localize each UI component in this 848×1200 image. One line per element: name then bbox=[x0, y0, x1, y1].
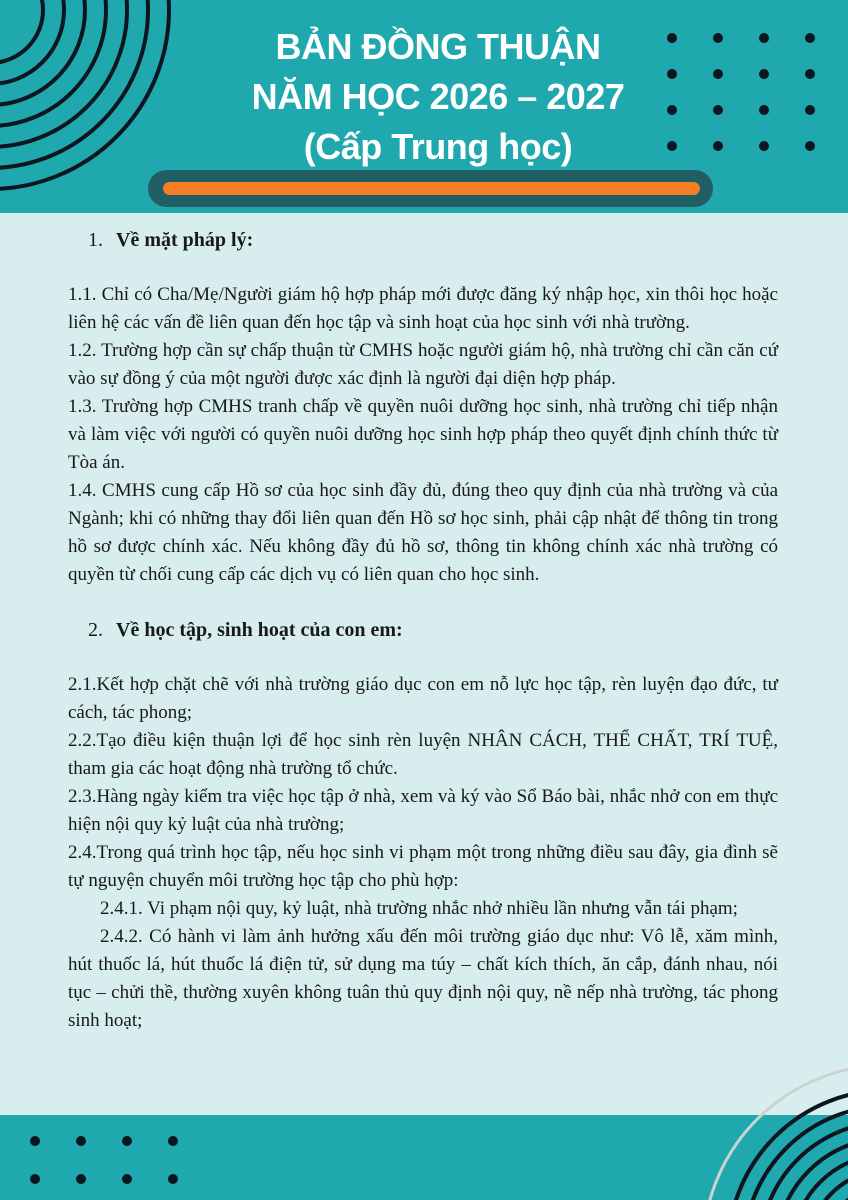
paragraph-2-4-2: 2.4.2. Có hành vi làm ảnh hưởng xấu đến môi trường giáo dục như: Vô lễ, xăm mình, hút thuốc lá, hút thuốc lá điện tử, sử dụng ma túy – chất kích thích, ăn cắp, đánh nhau, nói tục – chửi thề, thường xuyên không tuân thủ quy định nội quy, nề nếp nhà trường, tác phong sinh hoạt; bbox=[68, 926, 778, 1031]
paragraph-1-4: 1.4. CMHS cung cấp Hồ sơ của học sinh đầy đủ, đúng theo quy định của nhà trường và của Ngành; khi có những thay đổi liên quan đến Hồ sơ học sinh, phải cập nhật để thông tin trong hồ sơ được chính xác. Nếu không đầy đủ hồ sơ, thông tin không chính xác nhà trường có quyền từ chối cung cấp các dịch vụ có liên quan cho học sinh. bbox=[68, 480, 778, 585]
page-title-line-3: (Cấp Trung học) bbox=[303, 126, 573, 167]
section-number: 2. bbox=[88, 619, 103, 641]
paragraph-1-2: 1.2. Trường hợp cần sự chấp thuận từ CMHS hoặc người giám hộ, nhà trường chỉ cần căn cứ vào sự đồng ý của một người được xác định là người đại diện hợp pháp. bbox=[68, 340, 778, 389]
section-heading-label: Về mặt pháp lý: bbox=[116, 229, 254, 251]
header bbox=[0, 22, 848, 172]
section-heading bbox=[68, 226, 778, 254]
section-legal bbox=[68, 226, 778, 589]
document-body-card bbox=[0, 213, 848, 1115]
paragraph-1-1: 1.1. Chỉ có Cha/Mẹ/Người giám hộ hợp pháp mới được đăng ký nhập học, xin thôi học hoặc liên hệ các vấn đề liên quan đến học tập và sinh hoạt của học sinh với nhà trường. bbox=[68, 284, 778, 333]
paragraph-1-3: 1.3. Trường hợp CMHS tranh chấp về quyền nuôi dưỡng học sinh, nhà trường chỉ tiếp nhận và làm việc với người có quyền nuôi dưỡng học sinh hợp pháp theo quyết định chính thức từ Tòa án. bbox=[68, 396, 778, 473]
section-heading bbox=[68, 616, 778, 644]
paragraph-2-3: 2.3.Hàng ngày kiểm tra việc học tập ở nhà, xem và ký vào Sổ Báo bài, nhắc nhở con em thực hiện nội quy kỷ luật của nhà trường; bbox=[68, 786, 778, 835]
title-divider-orange-bar bbox=[163, 182, 700, 195]
paragraph-2-2: 2.2.Tạo điều kiện thuận lợi để học sinh rèn luyện NHÂN CÁCH, THỂ CHẤT, TRÍ TUỆ, tham gia các hoạt động nhà trường tổ chức. bbox=[68, 730, 778, 779]
page-title-line-2: NĂM HỌC 2026 – 2027 bbox=[251, 76, 625, 117]
paragraph-2-1: 2.1.Kết hợp chặt chẽ với nhà trường giáo dục con em nỗ lực học tập, rèn luyện đạo đức, tư cách, tác phong; bbox=[68, 674, 778, 723]
section-study-activities bbox=[68, 616, 778, 1035]
section-heading-label: Về học tập, sinh hoạt của con em: bbox=[116, 619, 403, 641]
paragraph-2-4: 2.4.Trong quá trình học tập, nếu học sinh vi phạm một trong những điều sau đây, gia đình sẽ tự nguyện chuyển môi trường học tập cho phù hợp: bbox=[68, 842, 778, 891]
page-title-line-1: BẢN ĐỒNG THUẬN bbox=[275, 26, 601, 67]
title-divider-pill bbox=[148, 170, 713, 207]
section-number: 1. bbox=[88, 229, 103, 251]
dot-grid-bottom-left-icon bbox=[27, 1133, 187, 1193]
paragraph-2-4-1: 2.4.1. Vi phạm nội quy, kỷ luật, nhà trường nhắc nhở nhiều lần nhưng vẫn tái phạm; bbox=[100, 898, 738, 919]
